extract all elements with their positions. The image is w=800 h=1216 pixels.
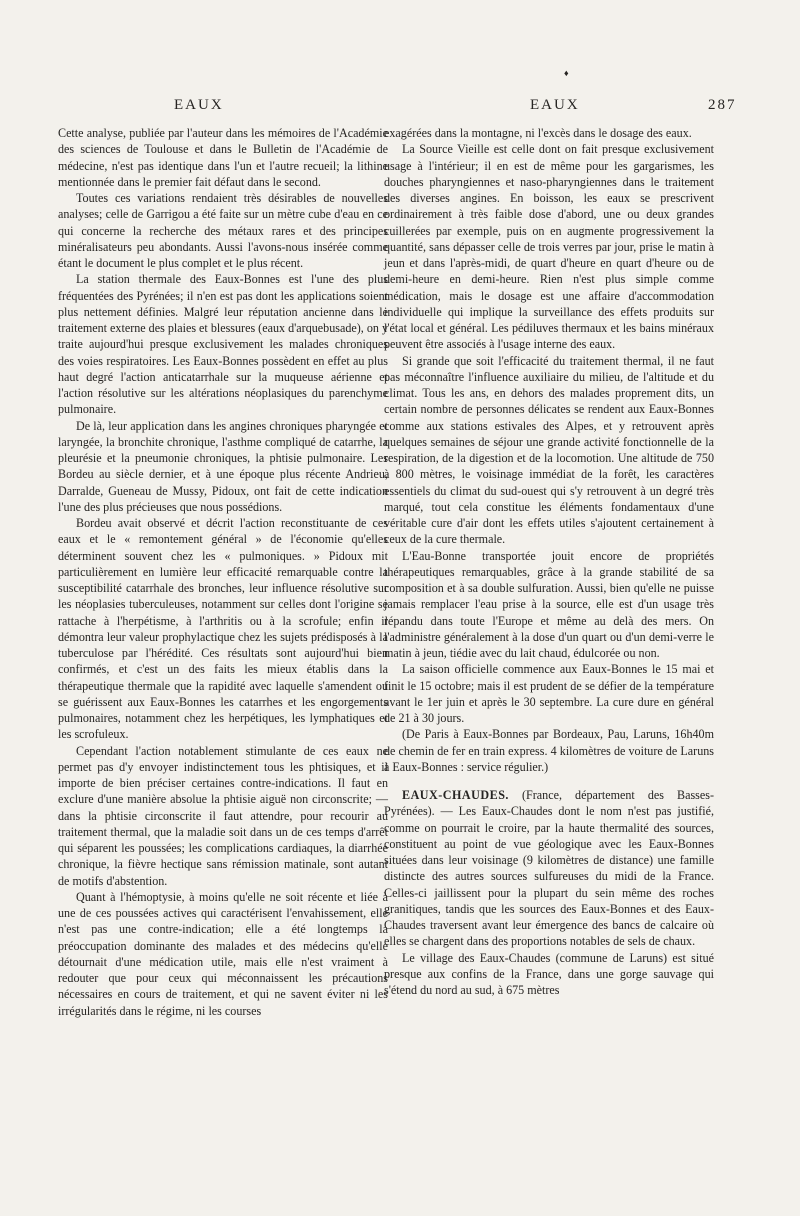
paragraph: La Source Vieille est celle dont on fait presque exclusivement usage à l'intérieur; il en est de même pour les gargarismes, les douches pharyngiennes et naso-pharyngiennes dans le traitement des diverses angines. En boisson, les eaux se prescrivent ordinairement à très faible dose d'abord, une ou deux grandes cuillerées par exemple, puis on en augmente progressivement la quantité, sans dépasser celle de trois verres par jour, prise le matin à jeun et dans l'après-midi, de quart d'heure en quart d'heure ou de demi-heure en demi-heure. Rien n'est plus simple comme médication, mais le dosage est une affaire d'accommodation individuelle qui implique la surveillance des effets produits sur l'état local et général. Les pédiluves thermaux et les bains minéraux peuvent être associés à l'usage interne des eaux. [384, 142, 714, 352]
eaux-chaudes-entry [384, 787, 714, 950]
paragraph: La station thermale des Eaux-Bonnes est l'une des plus fréquentées des Pyrénées; il n'en est pas dont les applications soient plus nettement définies. Malgré leur réputation ancienne dans le traitement externe des plaies et blessures (eaux d'arquebusade), on y traite aujourd'hui presque exclusivement les malades chroniques des voies respiratoires. Les Eaux-Bonnes possèdent en effet au plus haut degré l'action anticatarrhale sur la muqueuse aérienne et l'action résolutive sur les altérations néoplasiques du parenchyme pulmonaire. [58, 272, 388, 417]
left-column [58, 125, 388, 1019]
top-mark: ♦ [564, 68, 569, 78]
paragraph: Toutes ces variations rendaient très désirables de nouvelles analyses; celle de Garrigou a été faite sur un mètre cube d'eau en ce qui concerne la recherche des métaux rares et des principes minéralisateurs peu abondants. Aussi l'avons-nous insérée comme étant le document le plus complet et le plus récent. [58, 191, 388, 270]
paragraph: exagérées dans la montagne, ni l'excès dans le dosage des eaux. [384, 126, 692, 140]
paragraph: De là, leur application dans les angines chroniques pharyngée et laryngée, la bronchite chronique, l'asthme compliqué de catarrhe, la pleurésie et la pneumonie chroniques, la phtisie pulmonaire. Les Bordeu au siècle dernier, et à une époque plus récente Andrieu, Darralde, Gueneau de Mussy, Pidoux, ont fait de cette indication l'une des plus précieuses que nous possédions. [58, 418, 388, 514]
paragraph: Quant à l'hémoptysie, à moins qu'elle ne soit récente et liée à une de ces poussées actives qui caractérisent l'envahissement, elle n'est pas une contre-indication; elle a été longtemps la préoccupation dominante des malades et des médecins qu'elle détournait d'une médication utile, mais elle n'est vraiment à redouter que pour ceux qui méconnaissent les précautions nécessaires en cours de traitement, et qui ne savent éviter ni les irrégularités dans le régime, ni les courses [58, 889, 388, 1018]
entry-heading: EAUX-CHAUDES. [402, 788, 509, 802]
paragraph: Cependant l'action notablement stimulante de ces eaux ne permet pas d'y envoyer indistinctement tous les phtisiques, et il importe de bien préciser certaines contre-indications. Il faut en exclure d'une manière absolue la phtisie aiguë non circonscrite; — dans la phtisie circonscrite il faut attendre, pour recourir au traitement thermal, que la maladie soit dans un de ces temps d'arrêt qui séparent les poussées; les complications cardiaques, la diarrhée chronique, la fièvre hectique sans rémission matinale, sont autant de motifs d'abstention. [58, 743, 388, 888]
paragraph: Le village des Eaux-Chaudes (commune de Laruns) est situé presque aux confins de la France, dans une gorge sauvage qui s'étend du nord au sud, à 675 mètres [384, 950, 714, 997]
right-column [384, 125, 714, 998]
paragraph: Bordeu avait observé et décrit l'action reconstituante de ces eaux et le « remontement général » de l'économie qu'elles déterminent souvent chez les « pulmoniques. » Pidoux mit particulièrement en lumière leur efficacité remarquable contre la susceptibilité catarrhale des bronches, leur influence résolutive sur les néoplasies tuberculeuses, notamment sur celles dont l'origine se rattache à l'herpétisme, à l'arthritis ou à la scrofule; enfin il démontra leur valeur prophylactique chez les sujets prédisposés à la tuberculose par l'hérédité. Ces résultats sont aujourd'hui bien confirmés, et c'est un des faits les mieux établis dans la thérapeutique thermale que la rapidité avec laquelle s'amendent ou se guérissent aux Eaux-Bonnes les catarrhes et les engorgements pulmonaires, notamment chez les herpétiques, les lymphatiques et les scrofuleux. [58, 516, 388, 742]
paragraph: (De Paris à Eaux-Bonnes par Bordeaux, Pau, Laruns, 16h40m de chemin de fer en train express. 4 kilomètres de voiture de Laruns à Eaux-Bonnes : service régulier.) [384, 727, 714, 774]
entry-text: (France, département des Basses-Pyrénées). — Les Eaux-Chaudes dont le nom n'est pas justifié, comme on pourrait le croire, par la haute thermalité des sources, constituent au point de vue géologique avec les Eaux-Bonnes situées dans leur voisinage (9 kilomètres de distance) une famille distincte des autres sources sulfureuses du midi de la France. Celles-ci jaillissent pour la plupart du sein même des roches granitiques, tandis que les sources des Eaux-Bonnes et des Eaux-Chaudes traversent avant leur émergence des bancs de calcaire où elles se chargent dans des proportions notables de sels de chaux. [384, 788, 714, 949]
running-head-left: EAUX [174, 97, 224, 113]
page-number: 287 [708, 97, 737, 113]
paragraph: Si grande que soit l'efficacité du traitement thermal, il ne faut pas méconnaître l'influence auxiliaire du milieu, de l'altitude et du climat. Tous les ans, en dehors des malades proprement dits, un certain nombre de personnes délicates se rendent aux Eaux-Bonnes comme aux stations estivales des Alpes, et y retrouvent après quelques semaines de séjour une grande activité fonctionnelle de la respiration, de la digestion et de la locomotion. Une altitude de 750 à 800 mètres, le voisinage immédiat de la forêt, les caractères essentiels du climat du sud-ouest qui s'y retrouvent à un degré très marqué, tout cela constitue les éléments fondamentaux d'une véritable cure d'air dont les effets utiles s'ajoutent certainement à ceux de la cure thermale. [384, 353, 714, 547]
running-head-center: EAUX [530, 97, 580, 113]
paragraph: La saison officielle commence aux Eaux-Bonnes le 15 mai et finit le 15 octobre; mais il est prudent de se défier de la température avant le 1er juin et après le 30 septembre. La cure dure en général de 21 à 30 jours. [384, 662, 714, 725]
paragraph: L'Eau-Bonne transportée jouit encore de propriétés thérapeutiques remarquables, grâce à la grande stabilité de sa composition et à sa double sulfuration. Aussi, bien qu'elle ne puisse jamais remplacer l'eau prise à la source, elle est d'un usage très répandu dans toute l'Europe et même au delà des mers. On l'administre généralement à la dose d'un quart ou d'un demi-verre le matin à jeun, tiédie avec du lait chaud, édulcorée ou non. [384, 548, 714, 660]
paragraph: Cette analyse, publiée par l'auteur dans les mémoires de l'Académie des sciences de Toulouse et dans le Bulletin de l'Académie de médecine, n'est pas identique dans l'un et l'autre recueil; la lithine mentionnée dans le premier fait défaut dans le second. [58, 126, 388, 189]
